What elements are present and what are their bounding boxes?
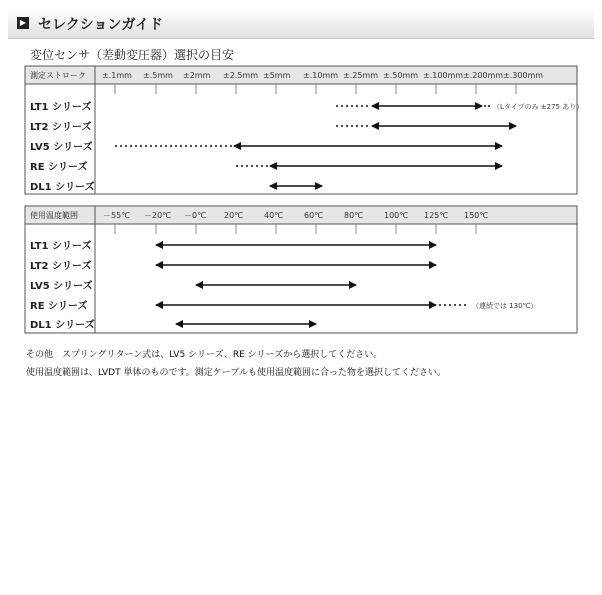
temp-tick-label: 150℃	[464, 211, 489, 220]
stroke-tick-label: ±.50mm	[383, 71, 419, 80]
stroke-range-note: （Lタイプのみ ±275 あり）	[493, 103, 584, 111]
arrow-right-icon: ▶	[17, 17, 29, 29]
stroke-tick-label: ±2.5mm	[223, 71, 259, 80]
temp-tick-label: 100℃	[384, 211, 409, 220]
table-caption: 変位センサ（差動変圧器）選択の目安	[30, 48, 235, 62]
temperature-range-table	[25, 206, 577, 333]
temp-header-label: 使用温度範囲	[30, 211, 78, 220]
stroke-tick-label: ±.5mm	[143, 71, 173, 80]
stroke-row-label: LV5 シリーズ	[30, 142, 93, 153]
temp-tick-label: 125℃	[424, 211, 449, 220]
temp-tick-label: 60℃	[304, 211, 324, 220]
stroke-tick-label: ±.100mm	[423, 71, 464, 80]
section-title: セレクションガイド	[38, 17, 164, 33]
temp-tick-label: －55℃	[103, 211, 131, 220]
stroke-tick-label: ±2mm	[183, 71, 211, 80]
stroke-range-table	[25, 66, 583, 194]
temp-row-label: RE シリーズ	[30, 301, 88, 312]
temp-tick-label: 40℃	[264, 211, 284, 220]
stroke-tick-label: ±.300mm	[503, 71, 544, 80]
stroke-row-label: LT1 シリーズ	[30, 102, 92, 113]
stroke-tick-label: ±.200mm	[463, 71, 504, 80]
temp-tick-label: －20℃	[144, 211, 172, 220]
stroke-tick-label: ±5mm	[263, 71, 291, 80]
temp-tick-label: 20℃	[224, 211, 244, 220]
temp-tick-label: －0℃	[184, 211, 207, 220]
temp-row-label: LV5 シリーズ	[30, 281, 93, 292]
stroke-tick-label: ±.25mm	[343, 71, 379, 80]
stroke-tick-label: ±.1mm	[102, 71, 132, 80]
temp-table-border	[25, 206, 577, 333]
stroke-row-label: DL1 シリーズ	[30, 182, 95, 193]
temp-row-label: LT2 シリーズ	[30, 261, 92, 272]
temp-tick-label: 80℃	[344, 211, 364, 220]
temp-row-label: DL1 シリーズ	[30, 320, 95, 331]
stroke-table-border	[25, 66, 577, 194]
footnote-temperature: 使用温度範囲は、LVDT 単体のものです。測定ケーブルも使用温度範囲に合った物を選択してください。	[26, 368, 446, 378]
footnote-spring-return: その他 スプリングリターン式は、LV5 シリーズ、RE シリーズから選択してください。	[26, 350, 383, 360]
stroke-row-label: RE シリーズ	[30, 162, 88, 173]
stroke-row-label: LT2 シリーズ	[30, 122, 92, 133]
temp-row-label: LT1 シリーズ	[30, 241, 92, 252]
stroke-tick-label: ±.10mm	[303, 71, 339, 80]
stroke-header-label: 測定ストローク	[30, 71, 86, 80]
temp-range-note: （連続では 130℃）	[472, 302, 538, 310]
